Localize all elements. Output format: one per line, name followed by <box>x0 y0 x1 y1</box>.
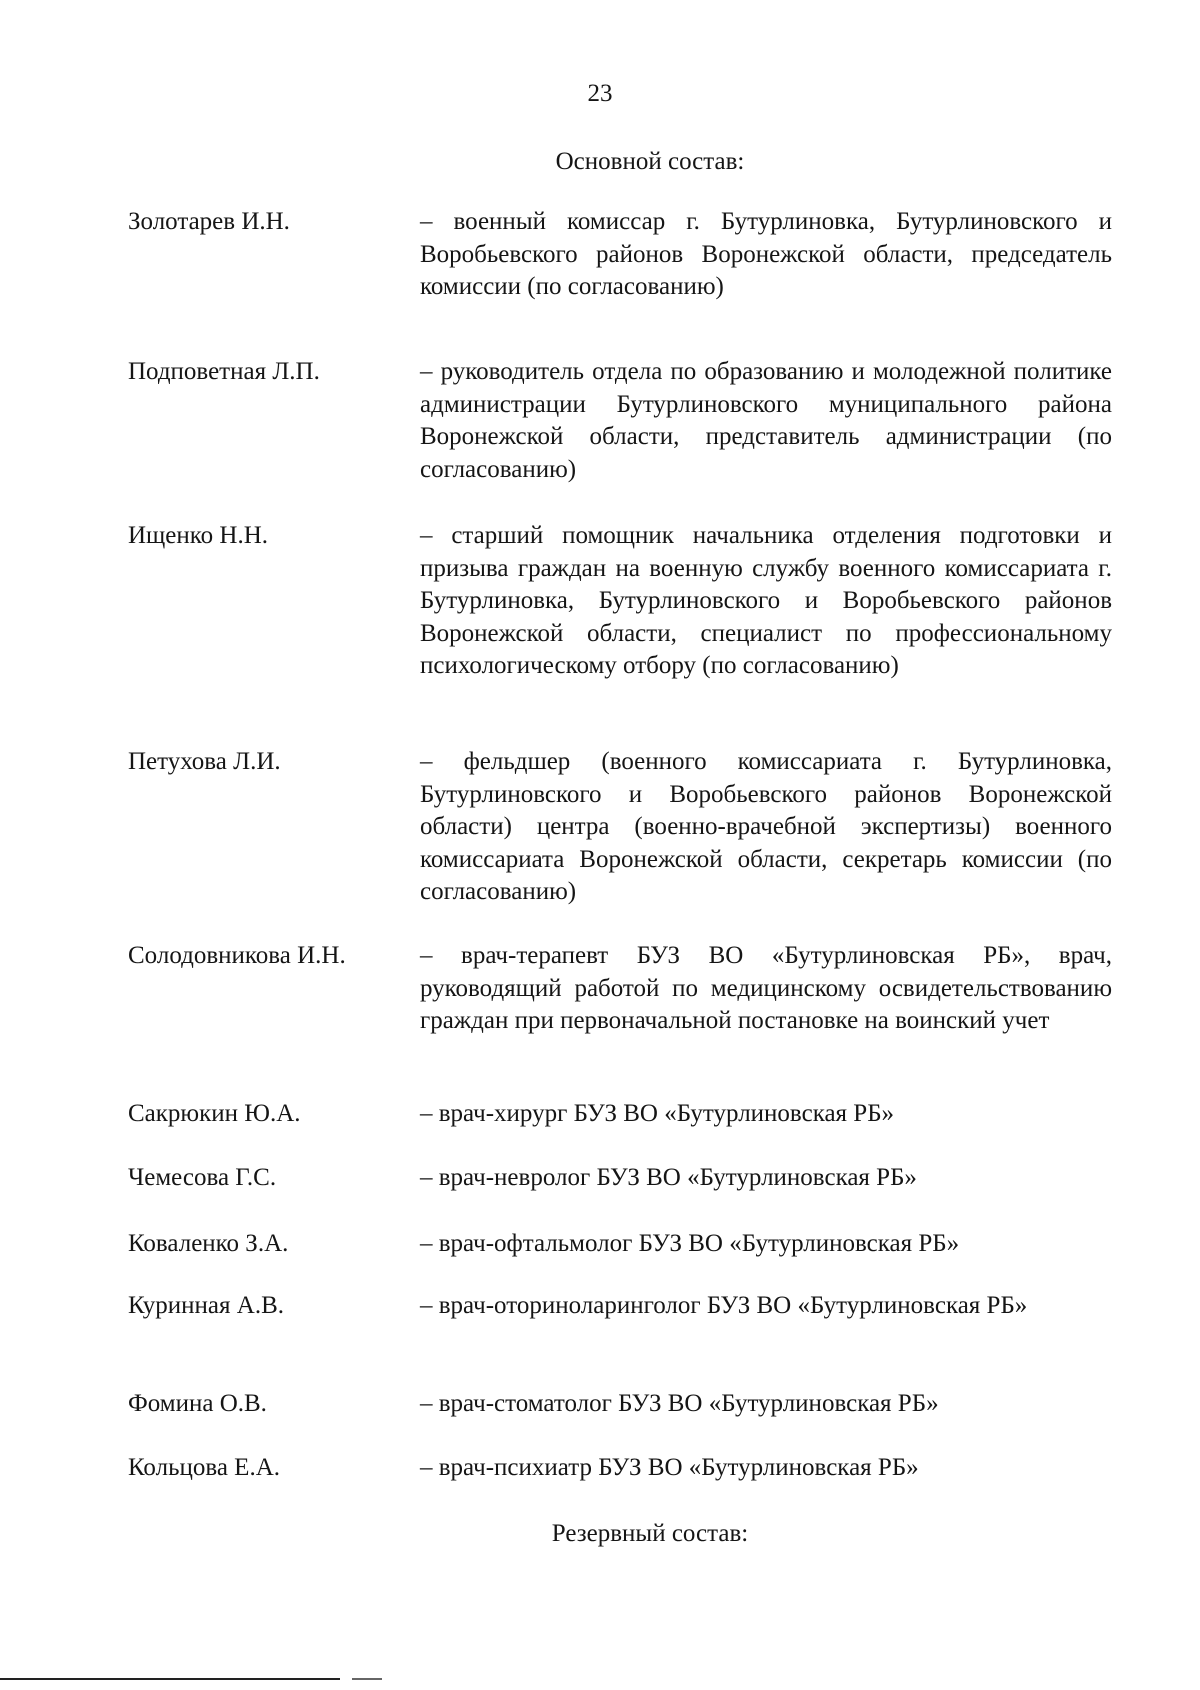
member-role: – врач-невролог БУЗ ВО «Бутурлиновская РБ» <box>420 1164 917 1191</box>
footer-rule-mark <box>352 1678 382 1680</box>
member-name: Фомина О.В. <box>128 1390 267 1417</box>
member-name: Золотарев И.Н. <box>128 208 290 235</box>
member-role: – фельдшер (военного комиссариата г. Бутурлиновка, Бутурлиновского и Воробьевского районов Воронежской области) центра (военно-врачебной экспертизы) военного комиссариата Воронежской области, секретарь комиссии (по согласованию) <box>420 748 1112 905</box>
reserve-composition-heading: Резервный состав: <box>551 1520 749 1547</box>
member-role: – врач-терапевт БУЗ ВО «Бутурлиновская РБ», врач, руководящий работой по медицинскому освидетельствованию граждан при первоначальной постановке на воинский учет <box>420 942 1112 1034</box>
main-composition-heading: Основной состав: <box>555 148 745 175</box>
member-role: – руководитель отдела по образованию и молодежной политике администрации Бутурлиновского муниципального района Воронежской области, представитель администрации (по согласованию) <box>420 358 1112 483</box>
member-role: – врач-психиатр БУЗ ВО «Бутурлиновская РБ» <box>420 1454 919 1481</box>
member-role: – военный комиссар г. Бутурлиновка, Бутурлиновского и Воробьевского районов Воронежской области, председатель комиссии (по согласованию) <box>420 208 1112 300</box>
page-number: 23 <box>587 80 613 107</box>
member-name: Кольцова Е.А. <box>128 1454 281 1481</box>
member-name: Солодовникова И.Н. <box>128 942 346 969</box>
member-name: Куринная А.В. <box>128 1292 285 1319</box>
member-role: – врач-стоматолог БУЗ ВО «Бутурлиновская РБ» <box>420 1390 939 1417</box>
member-role: – врач-оториноларинголог БУЗ ВО «Бутурлиновская РБ» <box>420 1292 1028 1319</box>
member-name: Сакрюкин Ю.А. <box>128 1100 301 1127</box>
member-name: Петухова Л.И. <box>128 748 281 775</box>
member-name: Подповетная Л.П. <box>128 358 320 385</box>
member-name: Ищенко Н.Н. <box>128 522 269 549</box>
member-role: – врач-офтальмолог БУЗ ВО «Бутурлиновская РБ» <box>420 1230 960 1257</box>
member-role: – врач-хирург БУЗ ВО «Бутурлиновская РБ» <box>420 1100 895 1127</box>
member-name: Коваленко З.А. <box>128 1230 289 1257</box>
member-role: – старший помощник начальника отделения подготовки и призыва граждан на военную службу военного комиссариата г. Бутурлиновка, Бутурлиновского и Воробьевского районов Воронежской области, специалист по профессиональному психологическому отбору (по согласованию) <box>420 522 1112 679</box>
member-name: Чемесова Г.С. <box>128 1164 277 1191</box>
footer-rule <box>0 1678 340 1680</box>
